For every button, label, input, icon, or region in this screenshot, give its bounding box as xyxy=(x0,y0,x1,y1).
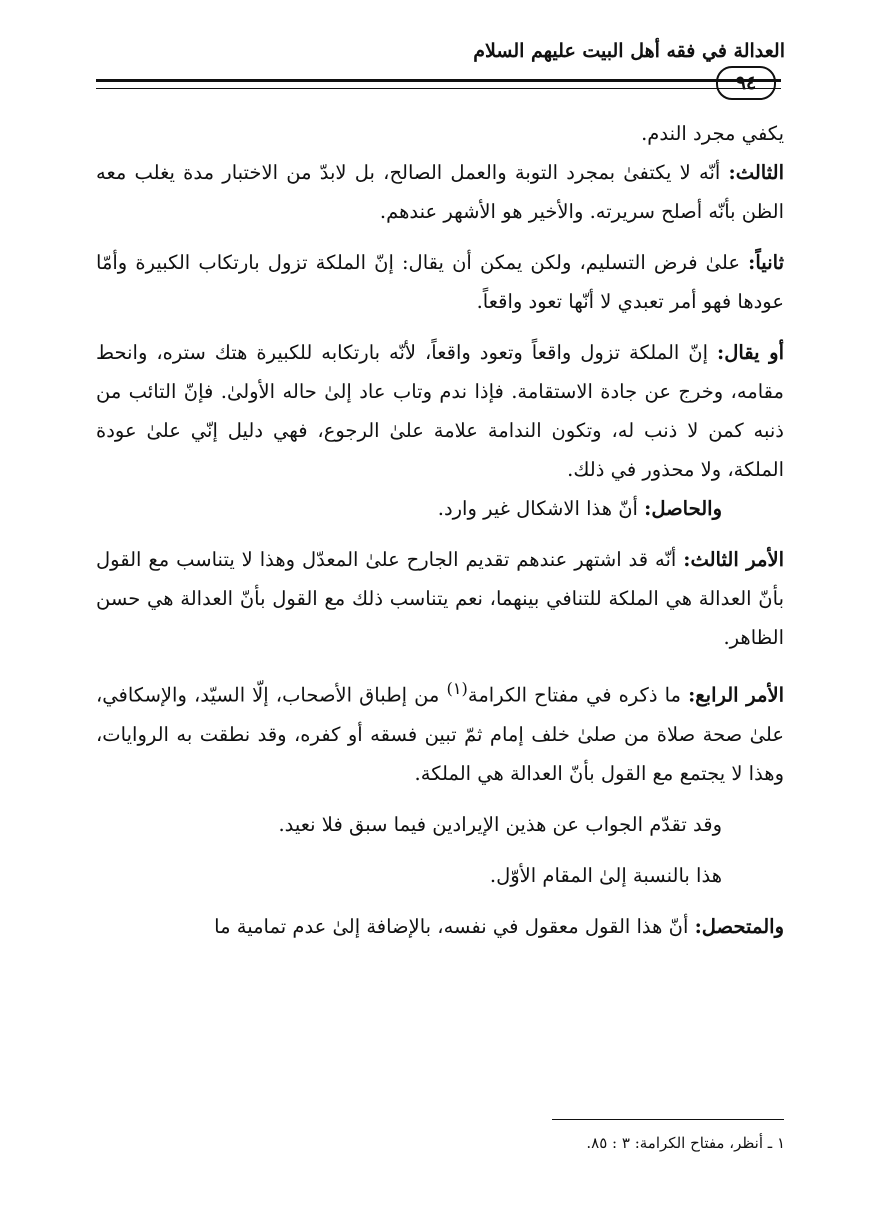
paragraph-text: ما ذكره في مفتاح الكرامة xyxy=(467,683,689,707)
paragraph xyxy=(96,243,784,321)
paragraph xyxy=(96,114,784,153)
paragraph-lead: والحاصل: xyxy=(644,497,722,520)
paragraph xyxy=(96,333,784,489)
paragraph xyxy=(96,489,784,528)
header-rule-thick xyxy=(96,79,781,82)
footnote: ١ ـ أنظر، مفتاح الكرامة: ٣ : ٨٥. xyxy=(586,1134,785,1152)
paragraph xyxy=(96,805,784,844)
paragraph xyxy=(96,153,784,231)
footnote-divider xyxy=(552,1119,784,1120)
running-header-title: العدالة في فقه أهل البيت عليهم السلام xyxy=(473,40,785,62)
paragraph-text: أنّ هذا الاشكال غير وارد. xyxy=(437,497,645,520)
paragraph-text: من إطباق الأصحاب، إلّا السيّد، والإسكافي، علىٰ صحة صلاة من صلىٰ خلف إمام ثمّ تبين فسقه أو كفره، وقد نطقت به الروايات، وهذا لا يجتمع مع القول بأنّ العدالة هي الملكة. xyxy=(96,683,784,785)
paragraph-text: يكفي مجرد الندم. xyxy=(641,122,784,145)
paragraph xyxy=(96,907,784,946)
paragraph-text: إنّ الملكة تزول واقعاً وتعود واقعاً، لأنّه بارتكابه للكبيرة هتك ستره، وانحط مقامه، وخرج عن جادة الاستقامة. فإذا ندم وتاب عاد إلىٰ حاله الأولىٰ. فإنّ التائب من ذنبه كمن لا ذنب له، وتكون الندامة علامة علىٰ الرجوع، فهي دليل إنّي علىٰ عودة الملكة، ولا محذور في ذلك. xyxy=(96,341,784,481)
header-rule-thin xyxy=(96,88,781,89)
paragraph xyxy=(96,669,784,793)
paragraph-text: أنّ هذا القول معقول في نفسه، بالإضافة إلىٰ عدم تمامية ما xyxy=(214,914,695,938)
paragraph xyxy=(96,856,784,895)
page-number: ٩٤ xyxy=(716,66,776,100)
paragraph xyxy=(96,540,784,657)
paragraph-lead: الأمر الرابع: xyxy=(688,683,785,707)
paragraph-text: هذا بالنسبة إلىٰ المقام الأوّل. xyxy=(489,863,722,887)
paragraph-text: وقد تقدّم الجواب عن هذين الإيرادين فيما سبق فلا نعيد. xyxy=(278,812,722,836)
paragraph-text: علىٰ فرض التسليم، ولكن يمكن أن يقال: إنّ الملكة تزول بارتكاب الكبيرة وأمّا عودها فهو أمر تعبدي لا أنّها تعود واقعاً. xyxy=(96,251,784,313)
paragraph-lead: ثانياً: xyxy=(748,251,784,274)
footnote-ref[interactable]: (١) xyxy=(446,679,468,698)
paragraph-lead: أو يقال: xyxy=(717,341,784,364)
body-text xyxy=(96,114,784,958)
paragraph-lead: الأمر الثالث: xyxy=(683,548,784,571)
paragraph-text: أنّه قد اشتهر عندهم تقديم الجارح علىٰ المعدّل وهذا لا يتناسب مع القول بأنّ العدالة هي الملكة للتنافي بينهما، نعم يتناسب ذلك مع القول بأنّ العدالة هي حسن الظاهر. xyxy=(96,548,784,649)
paragraph-lead: الثالث: xyxy=(728,161,784,184)
paragraph-text: أنّه لا يكتفىٰ بمجرد التوبة والعمل الصالح، بل لابدّ من الاختبار مدة يغلب معه الظن بأنّه أصلح سريرته. والأخير هو الأشهر عندهم. xyxy=(96,161,784,223)
paragraph-lead: والمتحصل: xyxy=(694,914,784,938)
